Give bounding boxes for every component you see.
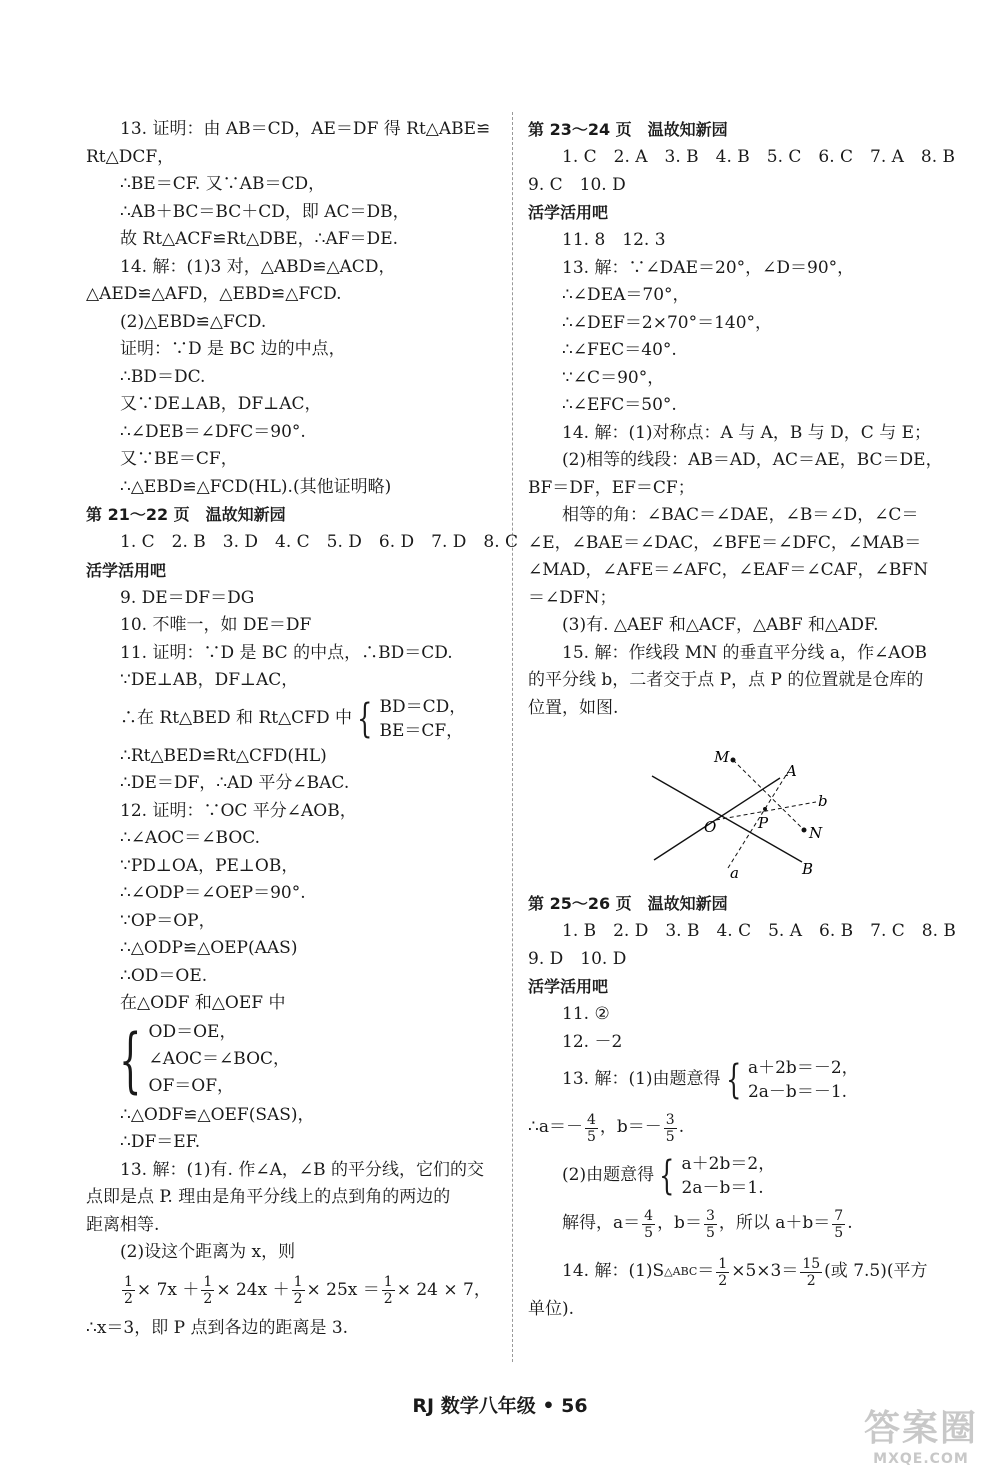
text-line: 13. 解：(1)由题意得 — [562, 1069, 721, 1090]
fraction: $\frac{1}{2}$ — [203, 1274, 213, 1307]
label-o: O — [704, 818, 717, 836]
equation-part: ，b＝－ — [599, 1117, 662, 1138]
text-line: 单位). — [528, 1299, 575, 1319]
text-line: 9. DE＝DF＝DG — [120, 587, 255, 608]
fraction: $\frac{15}{2}$ — [802, 1255, 821, 1289]
text-line: 又∵BE＝CF， — [120, 449, 238, 469]
point-n — [802, 828, 807, 833]
equation-system-row — [528, 1152, 940, 1200]
text-line: ∠E，∠BAE＝∠DAC，∠BFE＝∠DFC，∠MAB＝ — [528, 532, 922, 553]
point-p — [763, 807, 767, 811]
answer-line: 12. －2 — [562, 1031, 623, 1052]
equation-part: . — [678, 1117, 685, 1138]
fraction: $\frac{3}{5}$ — [665, 1111, 675, 1145]
brace-symbol: { — [659, 1153, 675, 1199]
equation-part: × 7x ＋ — [136, 1279, 200, 1300]
subscript: △ABC — [664, 1265, 698, 1279]
text-line: ∵DE⊥AB，DF⊥AC， — [120, 670, 299, 690]
text-line: 13. 证明：由 AB＝CD，AE＝DF 得 Rt△ABE≌ — [120, 119, 491, 139]
text-line: 又∵DE⊥AB，DF⊥AC， — [120, 394, 322, 414]
text-line: (2)设这个距离为 x，则 — [120, 1242, 296, 1262]
text-line: 证明：∵D 是 BC 边的中点， — [120, 339, 346, 359]
text-line: ∵PD⊥OA，PE⊥OB， — [120, 855, 299, 876]
equation-part: (或 7.5)(平方 — [824, 1261, 928, 1282]
text-line: 12. 证明：∵OC 平分∠AOB， — [120, 800, 357, 821]
fraction: $\frac{3}{5}$ — [705, 1207, 715, 1241]
point-m — [731, 758, 736, 763]
equation-system-row — [528, 1056, 940, 1104]
fraction: $\frac{1}{2}$ — [718, 1255, 728, 1289]
answer-line: 1. B 2. D 3. B 4. C 5. A 6. B 7. C 8. B — [562, 921, 956, 941]
text-line: ∵∠C＝90°， — [562, 367, 665, 388]
text-line: 14. 解：(1)3 对，△ABD≌△ACD， — [120, 256, 396, 277]
equation: a＋2b＝2， — [681, 1154, 776, 1174]
equation-system — [682, 1152, 776, 1200]
text-line: 点即是点 P. 理由是角平分线上的点到角的两边的 — [86, 1187, 451, 1207]
answer-line: 11. 8 12. 3 — [562, 230, 666, 250]
label-n: N — [809, 824, 823, 842]
label-b: B — [802, 860, 814, 878]
answer-line: 9. C 10. D — [528, 174, 626, 195]
text-line: ∴△ODP≌△OEP(AAS) — [120, 938, 298, 958]
label-a-line: a — [730, 864, 739, 880]
text-line: 在△ODF 和△OEF 中 — [120, 993, 286, 1013]
equation-line — [528, 1104, 940, 1152]
equation-line — [86, 1267, 506, 1315]
answer-line: 1. C 2. B 3. D 4. C 5. D 6. D 7. D 8. C — [120, 532, 519, 552]
answer-line: 11. ② — [562, 1004, 610, 1024]
text-line: 故 Rt△ACF≌Rt△DBE，∴AF＝DE. — [120, 229, 399, 249]
label-p: P — [758, 814, 769, 832]
brace-symbol: { — [725, 1057, 741, 1103]
text-line: ∴Rt△BED≌Rt△CFD(HL) — [120, 745, 327, 766]
fraction: $\frac{4}{5}$ — [644, 1207, 654, 1241]
text-line: 位置，如图. — [528, 697, 619, 718]
label-a: A — [786, 762, 797, 780]
equation-part: × 25x ＝ — [306, 1279, 380, 1300]
text-line: 15. 解：作线段 MN 的垂直平分线 a，作∠AOB — [562, 642, 928, 663]
equation-part: ∴a＝－ — [528, 1117, 583, 1138]
text-line: ∵OP＝OP， — [120, 910, 216, 931]
equation: ∠AOC＝∠BOC， — [148, 1049, 291, 1069]
section-subheading: 活学活用吧 — [86, 560, 167, 580]
text-line: ∴∠EFC＝50°. — [562, 395, 677, 415]
text-line: 13. 解：(1)有. 作∠A，∠B 的平分线，它们的交 — [120, 1159, 484, 1180]
text-line: ∴BD＝DC. — [120, 366, 206, 387]
text-line: ∠MAD，∠AFE＝∠AFC，∠EAF＝∠CAF，∠BFN — [528, 560, 929, 580]
text-line: ∴△ODF≌△OEF(SAS)， — [120, 1104, 315, 1125]
ray-ob — [652, 776, 802, 862]
watermark-text: 答案圈 — [863, 1408, 978, 1449]
text-line: 14. 解：(1)对称点：A 与 A，B 与 D，C 与 E； — [562, 422, 932, 443]
text-line: BF＝DF，EF＝CF； — [528, 477, 695, 498]
label-m: M — [714, 748, 730, 766]
text-line: ∴x＝3，即 P 点到各边的距离是 3. — [86, 1317, 349, 1338]
equation-part: 14. 解：(1)S — [562, 1261, 665, 1282]
text-line: (2)相等的线段：AB＝AD，AC＝AE，BC＝DE， — [562, 450, 943, 470]
equation: a＋2b＝－2， — [747, 1058, 859, 1078]
equation-part: ＝ — [697, 1261, 715, 1282]
equation: 2a－b＝－1. — [747, 1082, 848, 1102]
equation-part: ×5×3＝ — [731, 1261, 799, 1282]
equation: BE＝CF， — [379, 720, 464, 741]
equation: BD＝CD， — [379, 696, 467, 717]
fraction: $\frac{4}{5}$ — [586, 1111, 596, 1145]
text-line: 13. 解：∵∠DAE＝20°，∠D＝90°， — [562, 257, 855, 278]
text-line: 10. 不唯一，如 DE＝DF — [120, 615, 312, 635]
text-line: Rt△DCF， — [86, 146, 175, 167]
geometry-figure — [528, 730, 940, 880]
column-divider — [512, 112, 513, 1362]
equation-system — [748, 1056, 859, 1104]
text-line: ∴∠FEC＝40°. — [562, 340, 677, 360]
text-line: (3)有. △AEF 和△ACF，△ABF 和△ADF. — [562, 615, 879, 635]
text-line: ∴∠DEF＝2×70°＝140°， — [562, 312, 773, 333]
text-line: ∴∠DEB＝∠DFC＝90°. — [120, 421, 306, 442]
text-line: ∴AB＋BC＝BC＋CD，即 AC＝DB， — [120, 201, 410, 222]
text-line: ∴在 Rt△BED 和 Rt△CFD 中 — [120, 707, 352, 728]
section-heading: 第 21～22 页 温故知新园 — [86, 505, 286, 524]
brace-symbol: { — [357, 695, 373, 742]
text-line: ∴BE＝CF. 又∵AB＝CD， — [120, 174, 326, 194]
text-line: 11. 证明：∵D 是 BC 的中点，∴BD＝CD. — [120, 642, 453, 663]
section-subheading: 活学活用吧 — [528, 977, 609, 996]
text-line: ∴∠ODP＝∠OEP＝90°. — [120, 883, 306, 903]
section-subheading: 活学活用吧 — [528, 203, 609, 222]
watermark-url: MXQE.COM — [873, 1451, 969, 1467]
text-line: ∴∠DEA＝70°， — [562, 285, 690, 305]
equation-system-row — [86, 1018, 506, 1102]
equation-part: ，所以 a＋b＝ — [718, 1213, 831, 1234]
page-footer: RJ 数学八年级 • 56 — [412, 1395, 588, 1417]
fraction: $\frac{1}{2}$ — [124, 1274, 133, 1307]
fraction: $\frac{1}{2}$ — [293, 1274, 303, 1307]
angle-bisector-diagram — [528, 730, 940, 880]
watermark-logo — [864, 1400, 978, 1467]
text-line: ∴△EBD≌△FCD(HL).(其他证明略) — [120, 476, 392, 497]
equation: 2a－b＝1. — [681, 1178, 764, 1198]
text-line: 的平分线 b，二者交于点 P，点 P 的位置就是仓库的 — [528, 670, 924, 690]
equation-system — [379, 695, 466, 743]
text-line: ∴OD＝OE. — [120, 965, 208, 986]
answer-line: 1. C 2. A 3. B 4. B 5. C 6. C 7. A 8. B — [562, 147, 956, 167]
text-line: (2)由题意得 — [562, 1165, 655, 1186]
equation-part: × 24x ＋ — [216, 1279, 290, 1300]
equation-system-row — [86, 695, 506, 743]
label-b-line: b — [818, 792, 828, 810]
text-line: △AED≌△AFD，△EBD≌△FCD. — [86, 284, 342, 304]
text-line: 距离相等. — [86, 1214, 160, 1235]
equation-line — [528, 1248, 940, 1296]
fraction: $\frac{1}{2}$ — [383, 1274, 393, 1307]
text-line: ＝∠DFN； — [528, 587, 617, 608]
section-heading: 第 25～26 页 温故知新园 — [528, 894, 728, 913]
equation-part: . — [847, 1213, 853, 1234]
equation-part: ，b＝ — [657, 1213, 702, 1234]
equation-part: 解得，a＝ — [562, 1213, 641, 1234]
equation: OD＝OE， — [148, 1022, 237, 1042]
text-line: ∴∠AOC＝∠BOC. — [120, 828, 261, 848]
brace-symbol: { — [119, 1018, 142, 1101]
section-heading: 第 23～24 页 温故知新园 — [528, 120, 728, 139]
text-line: ∴DF＝EF. — [120, 1132, 201, 1152]
equation-system — [149, 1019, 290, 1100]
text-line: (2)△EBD≌△FCD. — [120, 311, 267, 332]
answer-line: 9. D 10. D — [528, 948, 627, 969]
equation: OF＝OF， — [148, 1076, 235, 1096]
left-column — [86, 116, 519, 1342]
text-line: 相等的角：∠BAC＝∠DAE，∠B＝∠D，∠C＝ — [562, 505, 919, 525]
equation-line — [528, 1200, 940, 1248]
text-line: ∴DE＝DF，∴AD 平分∠BAC. — [120, 773, 350, 793]
equation-part: × 24 × 7， — [396, 1279, 491, 1300]
fraction: $\frac{7}{5}$ — [834, 1207, 844, 1241]
right-column — [528, 116, 956, 1324]
